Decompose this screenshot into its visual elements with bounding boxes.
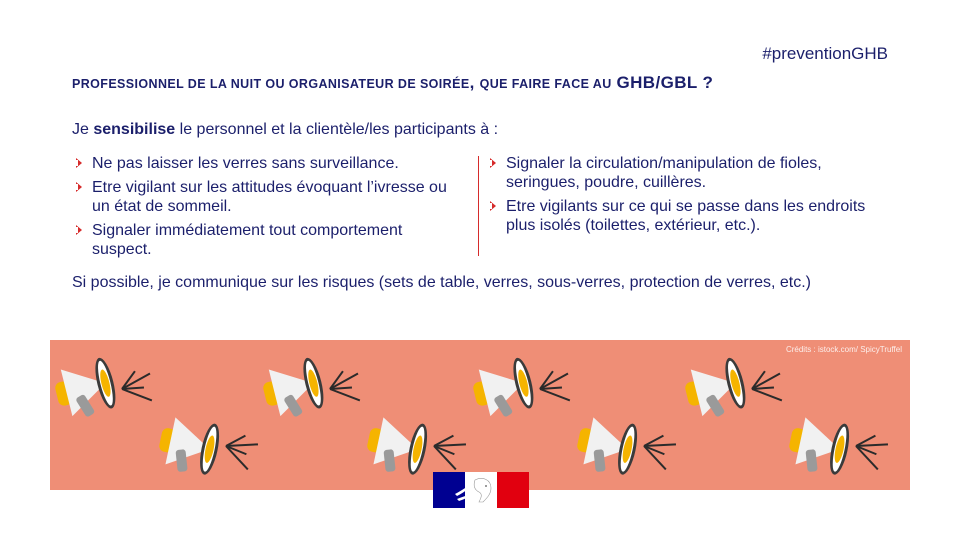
list-item-text: Signaler immédiatement tout comportement suspect. — [92, 222, 403, 258]
bullet-icon — [76, 225, 82, 235]
page-heading — [72, 73, 892, 93]
bullet-icon — [490, 201, 496, 211]
intro-after: le personnel et la clientèle/les participants à : — [179, 121, 499, 138]
megaphone-icon — [680, 352, 753, 425]
list-item — [76, 221, 466, 259]
marianne-icon — [453, 474, 497, 506]
image-credits: Crédits : istock.com/ SpicyTruffel — [785, 345, 902, 354]
bullet-icon — [490, 158, 496, 168]
column-divider — [478, 156, 479, 256]
hashtag: #preventionGHB — [762, 44, 888, 63]
intro-bold: sensibilise — [93, 121, 176, 138]
list-item-text: Ne pas laisser les verres sans surveillance. — [92, 155, 399, 172]
flag-red-band — [497, 472, 529, 508]
intro-before: Je — [72, 121, 89, 138]
sound-ray-icon — [122, 388, 153, 401]
megaphone-icon — [468, 352, 541, 425]
megaphone-icon — [362, 409, 433, 480]
sound-ray-icon — [752, 388, 783, 401]
list-item — [76, 178, 466, 216]
megaphone-icon — [784, 409, 855, 480]
heading-comma: , — [469, 73, 475, 92]
list-item-text: Etre vigilants sur ce qui se passe dans les endroits plus isolés (toilettes, extérieur, etc.). — [506, 198, 866, 234]
sound-ray-icon — [540, 388, 571, 401]
megaphone-icon — [50, 352, 122, 425]
right-bullet-list — [490, 154, 880, 240]
list-item — [490, 197, 880, 235]
list-item — [490, 154, 880, 192]
megaphone-icon — [258, 352, 331, 425]
republique-francaise-logo — [433, 472, 529, 508]
sound-ray-icon — [330, 388, 361, 401]
bullet-icon — [76, 182, 82, 192]
list-item — [76, 154, 466, 173]
list-item-text: Signaler la circulation/manipulation de fioles, seringues, poudre, cuillères. — [506, 155, 822, 191]
left-bullet-list — [76, 154, 466, 264]
bullet-icon — [76, 158, 82, 168]
heading-part3: GHB/GBL ? — [616, 73, 714, 92]
megaphone-icon — [154, 409, 225, 480]
closing-text: Si possible, je communique sur les risques (sets de table, verres, sous-verres, protection de verres, etc.) — [72, 274, 811, 291]
megaphone-banner — [50, 340, 910, 490]
list-item-text: Etre vigilant sur les attitudes évoquant l’ivresse ou un état de sommeil. — [92, 179, 447, 215]
heading-part1: PROFESSIONNEL DE LA NUIT OU ORGANISATEUR DE SOIRÉE — [72, 77, 470, 91]
heading-part2: QUE FAIRE FACE AU — [479, 77, 612, 91]
intro-text — [72, 121, 498, 139]
megaphone-icon — [572, 409, 643, 480]
